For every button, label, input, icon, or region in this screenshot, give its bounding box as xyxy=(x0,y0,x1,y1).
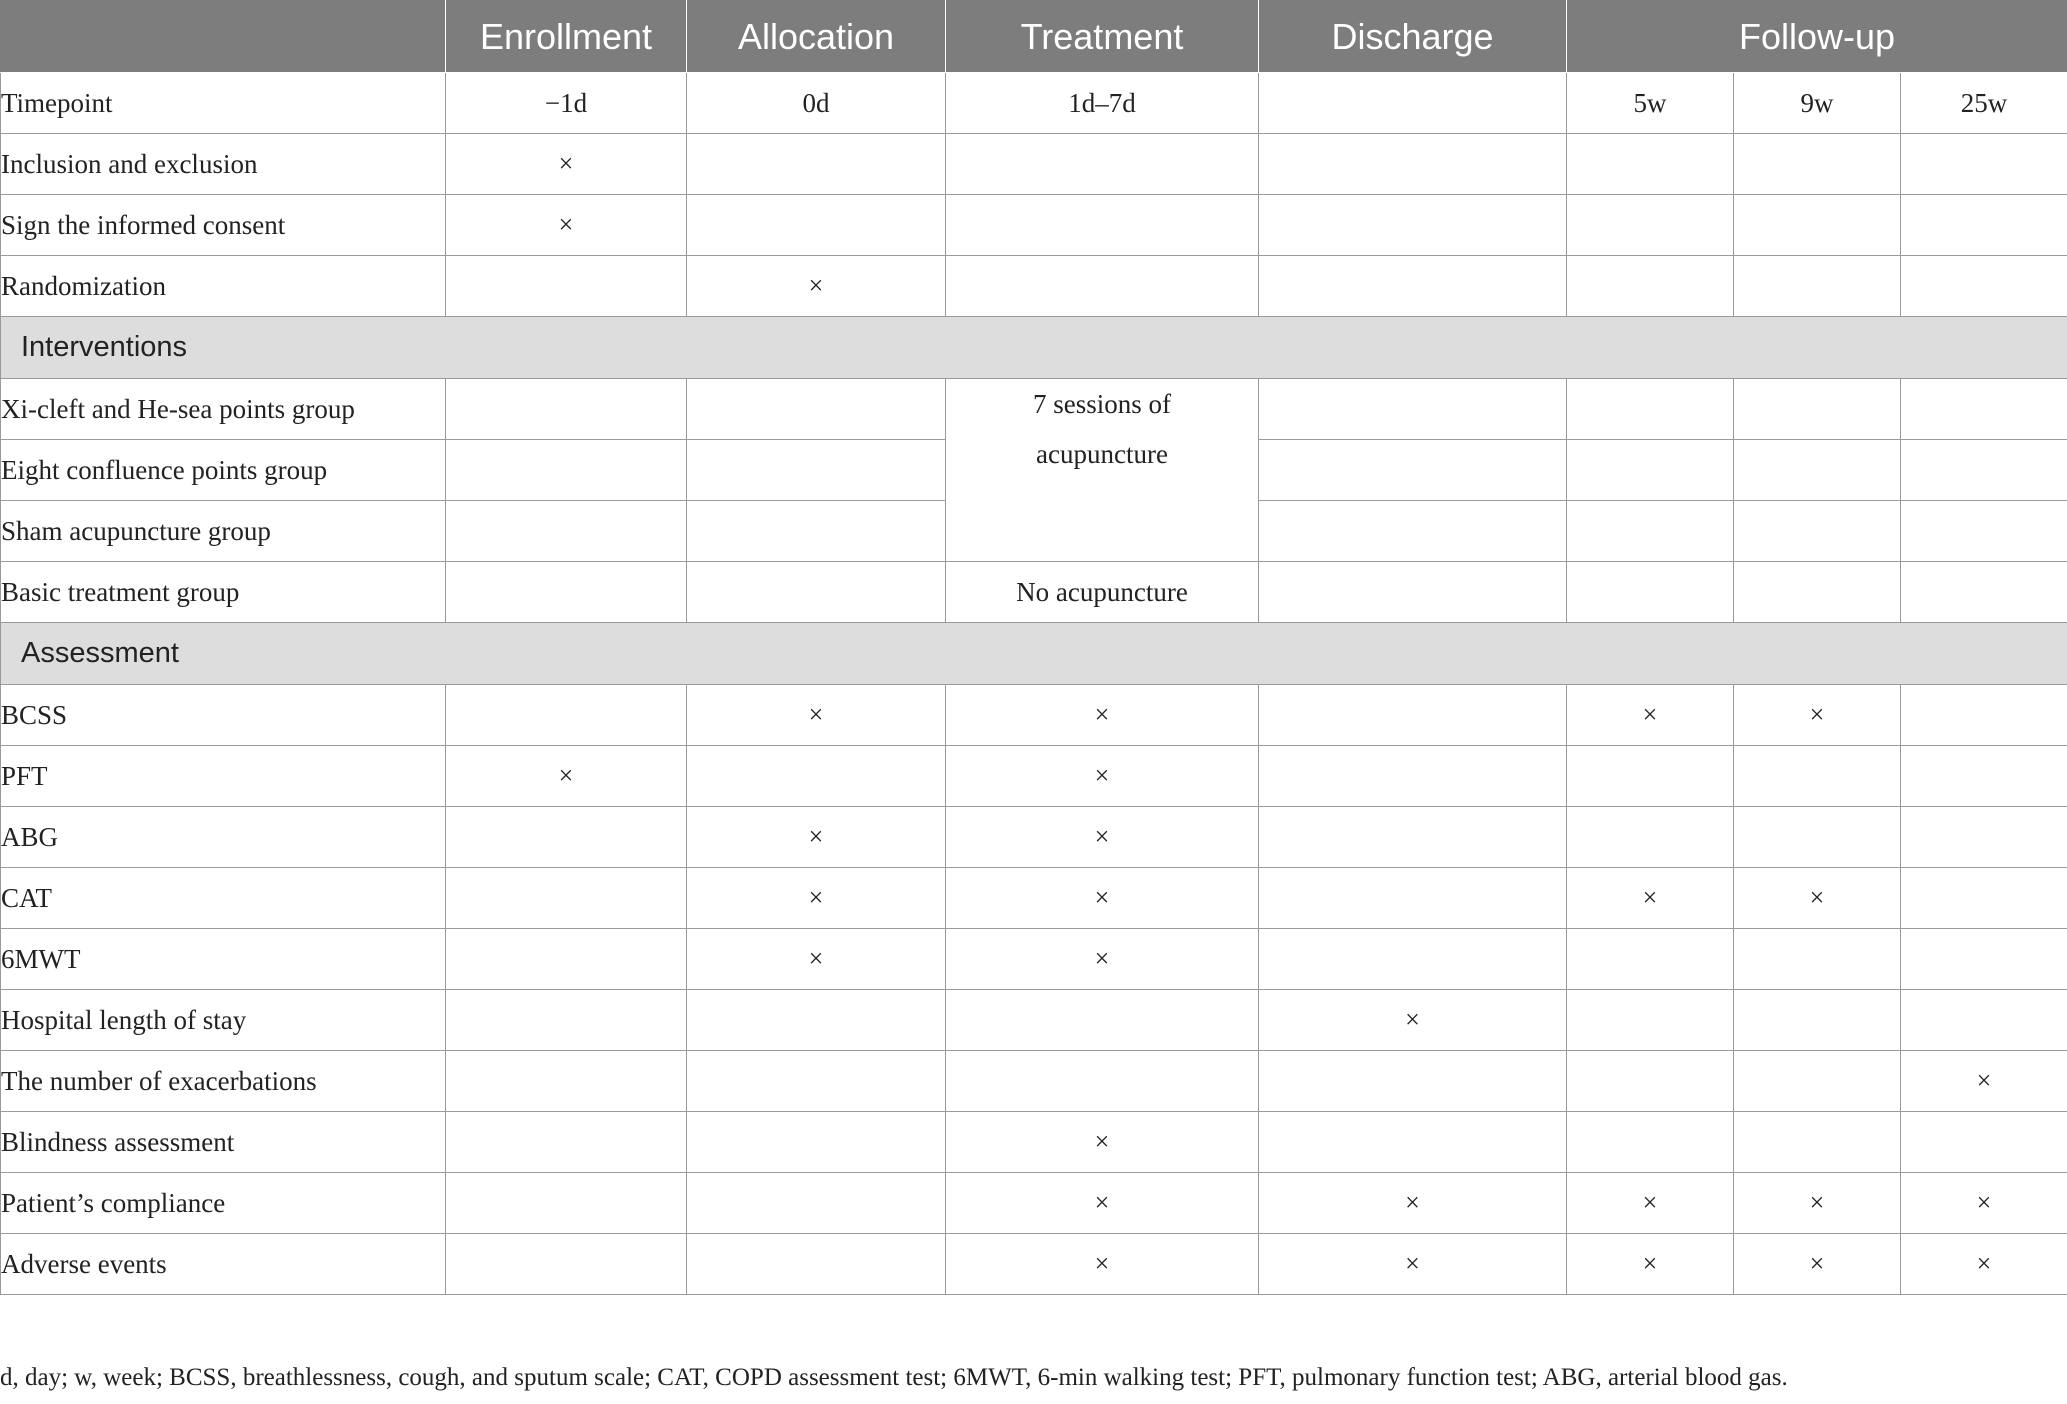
assessment-rows xyxy=(1,685,2067,1295)
check-mark: × xyxy=(1259,1234,1567,1295)
check-mark: × xyxy=(1259,1173,1567,1234)
timepoint-allocation: 0d xyxy=(687,73,946,134)
empty-cell xyxy=(1734,1051,1901,1112)
empty-cell xyxy=(1567,440,1734,501)
check-mark: × xyxy=(687,807,946,868)
screening-row xyxy=(1,256,2067,317)
intervention-row xyxy=(1,562,2067,623)
empty-cell xyxy=(1901,807,2067,868)
empty-cell xyxy=(1734,990,1901,1051)
section-label-assessment: Assessment xyxy=(1,623,2067,685)
assessment-row xyxy=(1,1112,2067,1173)
empty-cell xyxy=(1567,562,1734,623)
empty-cell xyxy=(1567,256,1734,317)
empty-cell xyxy=(687,746,946,807)
table-footnote: d, day; w, week; BCSS, breathlessness, cough, and sputum scale; CAT, COPD assessment test; 6MWT, 6-min walking test; PFT, pulmonary function test; ABG, arterial blood gas. xyxy=(0,1364,1788,1391)
empty-cell xyxy=(1567,807,1734,868)
assessment-row-label: PFT xyxy=(1,746,446,807)
assessment-row-label: CAT xyxy=(1,868,446,929)
check-mark: × xyxy=(687,929,946,990)
header-allocation: Allocation xyxy=(687,1,946,73)
empty-cell xyxy=(1259,379,1567,440)
empty-cell xyxy=(1734,929,1901,990)
empty-cell xyxy=(687,440,946,501)
empty-cell xyxy=(446,868,687,929)
empty-cell xyxy=(1734,501,1901,562)
empty-cell xyxy=(687,501,946,562)
empty-cell xyxy=(1901,440,2067,501)
empty-cell xyxy=(687,1234,946,1295)
assessment-row xyxy=(1,868,2067,929)
empty-cell xyxy=(1734,1112,1901,1173)
intervention-row xyxy=(1,379,2067,440)
empty-cell xyxy=(446,685,687,746)
screening-row-label: Inclusion and exclusion xyxy=(1,134,446,195)
assessment-row-label: BCSS xyxy=(1,685,446,746)
header-enrollment: Enrollment xyxy=(446,1,687,73)
header-follow-up: Follow-up xyxy=(1567,1,2067,73)
empty-cell xyxy=(946,1051,1259,1112)
check-mark: × xyxy=(946,1173,1259,1234)
check-mark: × xyxy=(1259,990,1567,1051)
check-mark: × xyxy=(1567,685,1734,746)
empty-cell xyxy=(446,1112,687,1173)
check-mark: × xyxy=(446,195,687,256)
section-label-interventions: Interventions xyxy=(1,317,2067,379)
empty-cell xyxy=(946,256,1259,317)
screening-row-label: Randomization xyxy=(1,256,446,317)
empty-cell xyxy=(1901,501,2067,562)
empty-cell xyxy=(1734,440,1901,501)
check-mark: × xyxy=(1901,1051,2067,1112)
empty-cell xyxy=(687,990,946,1051)
empty-cell xyxy=(1567,134,1734,195)
empty-cell xyxy=(1734,746,1901,807)
check-mark: × xyxy=(1567,1234,1734,1295)
empty-cell xyxy=(1259,746,1567,807)
empty-cell xyxy=(446,440,687,501)
empty-cell xyxy=(446,929,687,990)
empty-cell xyxy=(1259,807,1567,868)
acupuncture-sessions-line1: 7 sessions of xyxy=(1032,389,1171,419)
empty-cell xyxy=(446,562,687,623)
assessment-row-label: Blindness assessment xyxy=(1,1112,446,1173)
empty-cell xyxy=(1901,929,2067,990)
acupuncture-sessions-cell xyxy=(946,379,1259,562)
empty-cell xyxy=(1901,868,2067,929)
check-mark: × xyxy=(1734,1173,1901,1234)
empty-cell xyxy=(1259,440,1567,501)
timepoint-25w: 25w xyxy=(1901,73,2067,134)
empty-cell xyxy=(1259,134,1567,195)
empty-cell xyxy=(1259,562,1567,623)
empty-cell xyxy=(446,990,687,1051)
assessment-row-label: Patient’s compliance xyxy=(1,1173,446,1234)
timepoint-discharge xyxy=(1259,73,1567,134)
section-assessment xyxy=(1,623,2067,685)
timepoint-treatment: 1d–7d xyxy=(946,73,1259,134)
check-mark: × xyxy=(1567,1173,1734,1234)
check-mark: × xyxy=(946,1234,1259,1295)
empty-cell xyxy=(1567,1051,1734,1112)
check-mark: × xyxy=(446,746,687,807)
assessment-row-label: Hospital length of stay xyxy=(1,990,446,1051)
empty-cell xyxy=(1901,195,2067,256)
assessment-row xyxy=(1,746,2067,807)
empty-cell xyxy=(1734,562,1901,623)
check-mark: × xyxy=(946,1112,1259,1173)
header-discharge: Discharge xyxy=(1259,1,1567,73)
header-treatment: Treatment xyxy=(946,1,1259,73)
acupuncture-sessions-line2: acupuncture xyxy=(1036,439,1168,469)
screening-row xyxy=(1,195,2067,256)
empty-cell xyxy=(687,379,946,440)
check-mark: × xyxy=(1734,1234,1901,1295)
empty-cell xyxy=(946,134,1259,195)
empty-cell xyxy=(1734,379,1901,440)
check-mark: × xyxy=(946,746,1259,807)
empty-cell xyxy=(1901,379,2067,440)
empty-cell xyxy=(946,195,1259,256)
check-mark: × xyxy=(1567,868,1734,929)
assessment-row xyxy=(1,929,2067,990)
empty-cell xyxy=(1259,685,1567,746)
assessment-row xyxy=(1,807,2067,868)
empty-cell xyxy=(446,1051,687,1112)
empty-cell xyxy=(1734,134,1901,195)
assessment-row-label: The number of exacerbations xyxy=(1,1051,446,1112)
timepoint-row xyxy=(1,73,2067,134)
check-mark: × xyxy=(687,256,946,317)
assessment-row xyxy=(1,1234,2067,1295)
intervention-group-label: Eight confluence points group xyxy=(1,440,446,501)
empty-cell xyxy=(1567,746,1734,807)
empty-cell xyxy=(446,501,687,562)
check-mark: × xyxy=(687,868,946,929)
empty-cell xyxy=(1259,929,1567,990)
empty-cell xyxy=(1567,929,1734,990)
check-mark: × xyxy=(1901,1173,2067,1234)
empty-cell xyxy=(687,195,946,256)
empty-cell xyxy=(1567,195,1734,256)
assessment-row-label: Adverse events xyxy=(1,1234,446,1295)
empty-cell xyxy=(1567,379,1734,440)
header-row xyxy=(1,1,2067,73)
check-mark: × xyxy=(946,929,1259,990)
empty-cell xyxy=(446,1173,687,1234)
empty-cell xyxy=(1901,134,2067,195)
check-mark: × xyxy=(946,868,1259,929)
header-corner xyxy=(1,1,446,73)
empty-cell xyxy=(446,256,687,317)
empty-cell xyxy=(1734,807,1901,868)
empty-cell xyxy=(446,379,687,440)
empty-cell xyxy=(1901,990,2067,1051)
timepoint-9w: 9w xyxy=(1734,73,1901,134)
empty-cell xyxy=(446,807,687,868)
check-mark: × xyxy=(946,807,1259,868)
assessment-row xyxy=(1,685,2067,746)
empty-cell xyxy=(446,1234,687,1295)
timepoint-enrollment: −1d xyxy=(446,73,687,134)
screening-row-label: Sign the informed consent xyxy=(1,195,446,256)
check-mark: × xyxy=(1734,868,1901,929)
empty-cell xyxy=(1567,990,1734,1051)
empty-cell xyxy=(1734,195,1901,256)
empty-cell xyxy=(1901,685,2067,746)
empty-cell xyxy=(1901,746,2067,807)
section-interventions xyxy=(1,317,2067,379)
empty-cell xyxy=(687,1173,946,1234)
assessment-row xyxy=(1,1173,2067,1234)
intervention-group-label: Xi-cleft and He-sea points group xyxy=(1,379,446,440)
screening-rows xyxy=(1,134,2067,317)
empty-cell xyxy=(1259,501,1567,562)
empty-cell xyxy=(1259,1051,1567,1112)
assessment-row xyxy=(1,1051,2067,1112)
timepoint-5w: 5w xyxy=(1567,73,1734,134)
empty-cell xyxy=(687,1112,946,1173)
empty-cell xyxy=(1259,1112,1567,1173)
empty-cell xyxy=(1259,868,1567,929)
empty-cell xyxy=(1901,1112,2067,1173)
empty-cell xyxy=(1901,562,2067,623)
check-mark: × xyxy=(1734,685,1901,746)
check-mark: × xyxy=(946,685,1259,746)
screening-row xyxy=(1,134,2067,195)
no-acupuncture-cell: No acupuncture xyxy=(946,562,1259,623)
assessment-row xyxy=(1,990,2067,1051)
empty-cell xyxy=(687,562,946,623)
assessment-row-label: ABG xyxy=(1,807,446,868)
check-mark: × xyxy=(687,685,946,746)
empty-cell xyxy=(1901,256,2067,317)
check-mark: × xyxy=(446,134,687,195)
empty-cell xyxy=(1259,195,1567,256)
empty-cell xyxy=(1259,256,1567,317)
empty-cell xyxy=(687,1051,946,1112)
intervention-group-label: Basic treatment group xyxy=(1,562,446,623)
assessment-row-label: 6MWT xyxy=(1,929,446,990)
empty-cell xyxy=(1567,501,1734,562)
timepoint-label: Timepoint xyxy=(1,73,446,134)
empty-cell xyxy=(1567,1112,1734,1173)
empty-cell xyxy=(1734,256,1901,317)
check-mark: × xyxy=(1901,1234,2067,1295)
intervention-group-label: Sham acupuncture group xyxy=(1,501,446,562)
empty-cell xyxy=(687,134,946,195)
empty-cell xyxy=(946,990,1259,1051)
